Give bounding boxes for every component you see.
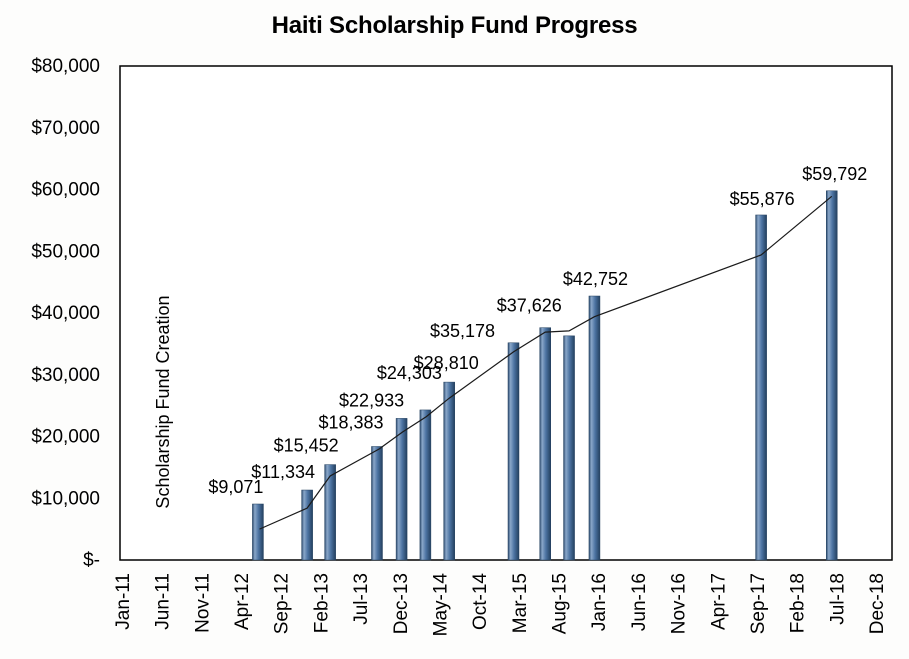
x-tick-label: Jan-11 <box>113 573 134 630</box>
fund-balance-bar <box>302 490 313 560</box>
bar-value-label: $24,303 <box>376 362 442 383</box>
fund-balance-bar <box>540 328 551 560</box>
y-tick-label: $70,000 <box>31 117 100 139</box>
bar-value-label: $55,876 <box>729 188 795 209</box>
x-tick-label: Dec-13 <box>390 573 412 635</box>
bar-value-label: $59,792 <box>802 163 868 184</box>
y-tick-label: $10,000 <box>31 488 100 510</box>
y-tick-label: $80,000 <box>31 56 100 77</box>
fund-balance-bar <box>371 446 382 560</box>
y-tick-label: $50,000 <box>31 241 100 263</box>
bar-value-label: $9,071 <box>208 476 264 497</box>
x-tick-label: Aug-15 <box>549 573 571 635</box>
fund-balance-bar <box>444 382 455 560</box>
x-tick-label: Apr-17 <box>708 573 730 631</box>
fund-balance-bar <box>826 191 837 560</box>
bar-value-label: $37,626 <box>496 295 562 316</box>
x-tick-label: Oct-14 <box>470 573 492 631</box>
fund-balance-bar <box>589 296 600 560</box>
fund-balance-bar <box>396 418 407 560</box>
fund-creation-annotation: Scholarship Fund Creation <box>153 295 173 509</box>
y-tick-label: $20,000 <box>31 426 100 448</box>
y-tick-label: $- <box>83 550 100 571</box>
x-tick-label: Jul-13 <box>351 573 373 625</box>
bar-value-label: $35,178 <box>429 320 496 341</box>
bar-value-label: $15,452 <box>273 435 339 456</box>
fund-balance-bar <box>756 215 767 560</box>
fund-balance-bar <box>564 336 575 560</box>
bar-value-label: $22,933 <box>339 390 405 411</box>
fund-balance-bar <box>325 465 336 560</box>
x-tick-label: Feb-18 <box>787 573 809 634</box>
fund-balance-bar <box>508 343 519 560</box>
x-tick-label: Jun-11 <box>152 573 174 630</box>
x-tick-label: Apr-12 <box>232 573 254 631</box>
fund-balance-bar <box>420 410 431 560</box>
x-tick-label: Mar-15 <box>509 573 531 634</box>
bar-value-label: $28,810 <box>413 353 479 374</box>
x-tick-label: Sep-17 <box>747 573 769 635</box>
x-tick-label: Dec-18 <box>867 573 888 635</box>
fund-balance-bar <box>252 504 263 560</box>
x-tick-label: Jun-16 <box>628 573 650 632</box>
x-tick-label: Nov-16 <box>668 573 690 635</box>
x-tick-label: Jul-18 <box>827 573 849 625</box>
x-tick-label: Nov-11 <box>192 573 214 633</box>
chart-title: Haiti Scholarship Fund Progress <box>271 12 638 39</box>
bar-value-label: $18,383 <box>318 412 384 433</box>
x-tick-label: Jan-16 <box>589 573 611 632</box>
x-tick-label: Feb-13 <box>311 573 333 634</box>
y-tick-label: $30,000 <box>31 364 100 386</box>
y-tick-label: $40,000 <box>31 303 100 324</box>
bar-value-label: $11,334 <box>251 462 316 483</box>
y-tick-label: $60,000 <box>31 179 100 201</box>
x-tick-label: May-14 <box>430 573 452 637</box>
x-tick-label: Sep-12 <box>271 573 293 635</box>
bar-value-label: $42,752 <box>562 269 628 290</box>
